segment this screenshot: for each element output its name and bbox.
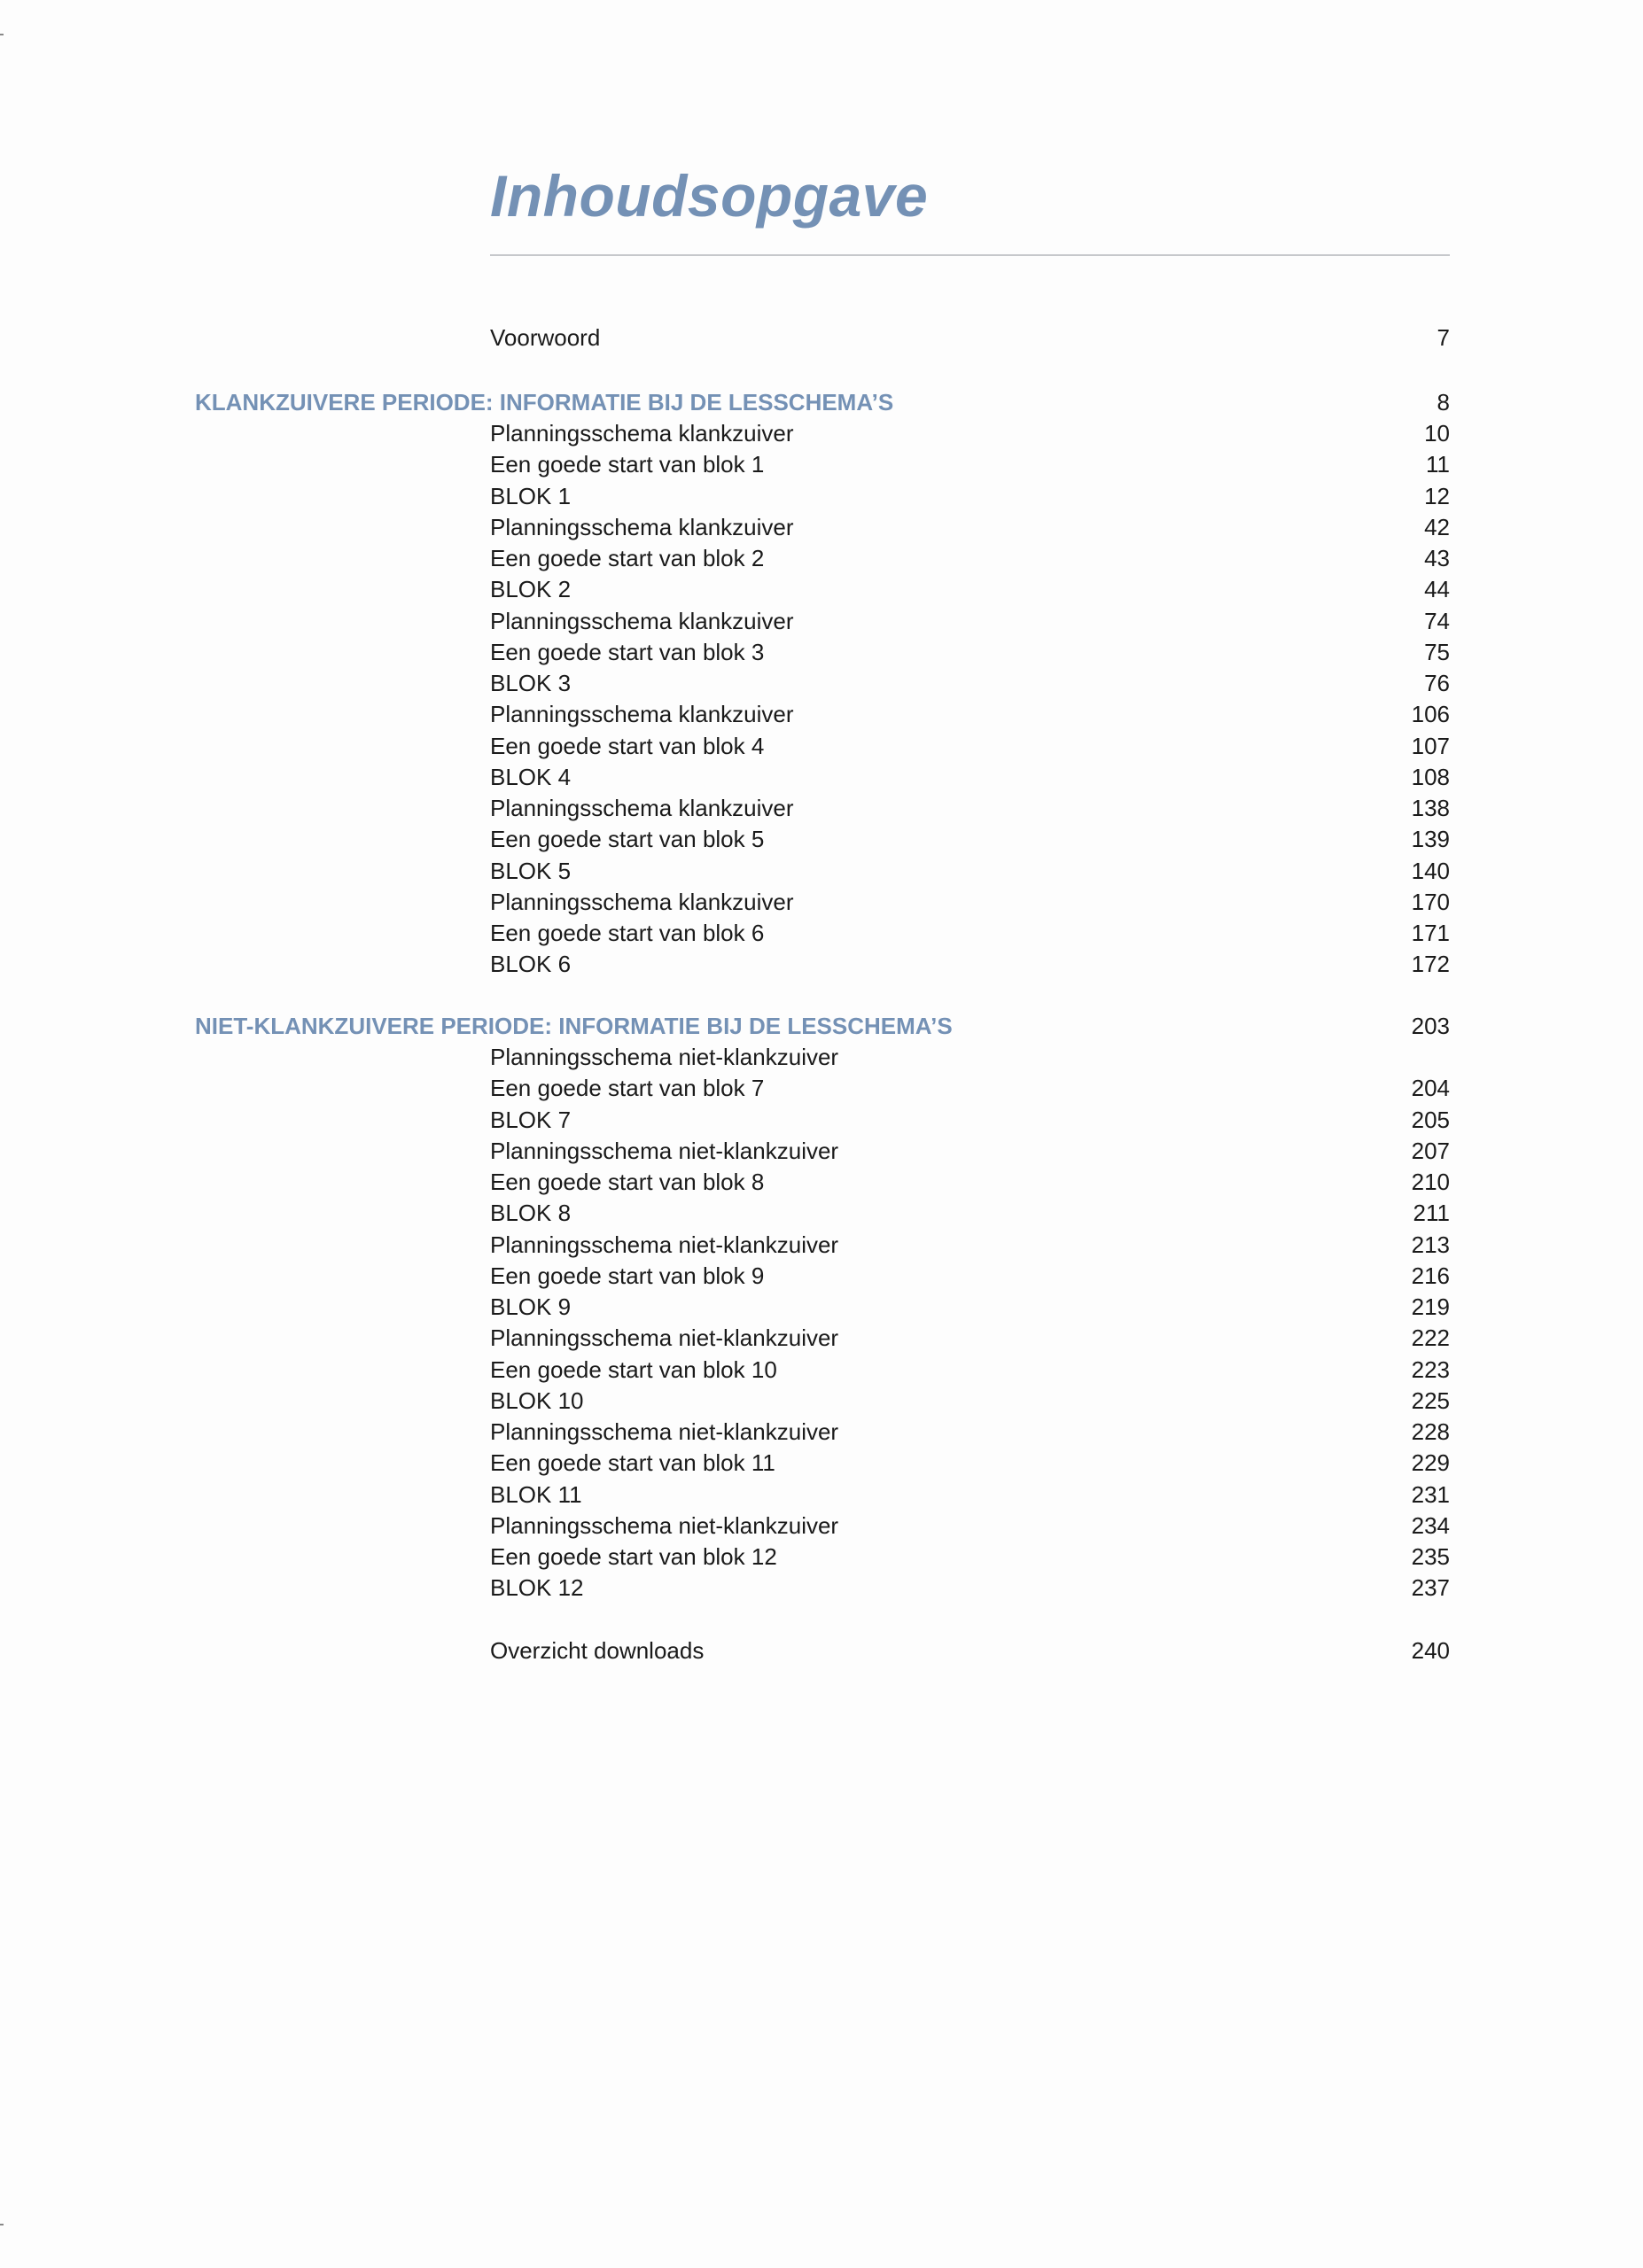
toc-entry-page: 225 bbox=[1411, 1386, 1450, 1414]
toc-entry[interactable] bbox=[0, 668, 1643, 699]
toc-entry-page: 237 bbox=[1411, 1574, 1450, 1602]
toc-entry-label: BLOK 11 bbox=[490, 1480, 582, 1508]
toc-entry-label: BLOK 1 bbox=[490, 482, 572, 509]
toc-entry-page: 235 bbox=[1411, 1543, 1450, 1570]
toc-entry-page: 234 bbox=[1411, 1511, 1450, 1539]
crop-mark bbox=[0, 2224, 4, 2225]
toc-entry[interactable] bbox=[0, 606, 1643, 637]
toc-entry-label: Overzicht downloads bbox=[490, 1637, 705, 1664]
toc-entry[interactable] bbox=[0, 481, 1643, 512]
toc-entry-page: 172 bbox=[1411, 951, 1450, 978]
toc-entry-page: 11 bbox=[1426, 451, 1450, 478]
toc-entry-page: 44 bbox=[1424, 576, 1450, 603]
section-heading-label: NIET-KLANKZUIVERE PERIODE: INFORMATIE BIJ DE LESSCHEMA’S bbox=[195, 1013, 953, 1039]
toc-entry[interactable] bbox=[0, 574, 1643, 605]
toc-entry[interactable] bbox=[0, 762, 1643, 793]
toc-entry-label: Planningsschema niet-klankzuiver bbox=[490, 1324, 839, 1352]
section-heading-page: 8 bbox=[1437, 389, 1450, 416]
toc-entry-label: Planningsschema klankzuiver bbox=[490, 607, 794, 634]
toc-entry-label: BLOK 3 bbox=[490, 670, 572, 696]
toc-section-heading-klankzuiver[interactable] bbox=[0, 387, 1643, 418]
toc-entry-label: Planningsschema klankzuiver bbox=[490, 420, 794, 447]
toc-entry-label: Een goede start van blok 4 bbox=[490, 732, 765, 759]
toc-entry[interactable] bbox=[0, 793, 1643, 824]
toc-entry[interactable] bbox=[0, 449, 1643, 480]
toc-entry[interactable] bbox=[0, 1573, 1643, 1604]
toc-entry-label: Planningsschema niet-klankzuiver bbox=[490, 1511, 839, 1539]
toc-entry-label: BLOK 9 bbox=[490, 1293, 572, 1320]
toc-entry[interactable] bbox=[0, 1198, 1643, 1229]
toc-entry-page: 222 bbox=[1411, 1324, 1450, 1352]
toc-entry-label: Planningsschema klankzuiver bbox=[490, 795, 794, 821]
toc-entry[interactable] bbox=[0, 699, 1643, 730]
toc-entry[interactable] bbox=[0, 1042, 1643, 1073]
toc-entry-page: 171 bbox=[1411, 920, 1450, 946]
toc-entry[interactable] bbox=[0, 512, 1643, 543]
toc-entry[interactable] bbox=[0, 1542, 1643, 1573]
toc-entry[interactable] bbox=[0, 856, 1643, 887]
title-divider bbox=[490, 254, 1450, 256]
toc-entry-label: Een goede start van blok 5 bbox=[490, 826, 765, 853]
toc-entry-label: BLOK 12 bbox=[490, 1574, 584, 1602]
toc-entry-page: 204 bbox=[1411, 1075, 1450, 1102]
toc-entry-page: 207 bbox=[1411, 1137, 1450, 1164]
toc-entry-page: 7 bbox=[1437, 324, 1450, 351]
toc-entry-label: Planningsschema niet-klankzuiver bbox=[490, 1231, 839, 1258]
toc-entry[interactable] bbox=[0, 887, 1643, 918]
toc-entry-label: BLOK 7 bbox=[490, 1106, 572, 1133]
toc-entry-page: 108 bbox=[1411, 763, 1450, 790]
toc-entry-label: Een goede start van blok 9 bbox=[490, 1262, 765, 1289]
toc-entry-page: 223 bbox=[1411, 1355, 1450, 1383]
toc-entry-label: BLOK 2 bbox=[490, 576, 572, 603]
toc-entry-label: Planningsschema klankzuiver bbox=[490, 888, 794, 915]
toc-entry-label: Voorwoord bbox=[490, 324, 601, 351]
toc-entry[interactable] bbox=[0, 824, 1643, 855]
toc-entry-page: 139 bbox=[1411, 826, 1450, 853]
toc-entry-page: 74 bbox=[1424, 607, 1450, 634]
toc-entry-label: BLOK 10 bbox=[490, 1386, 584, 1414]
toc-entry-page: 231 bbox=[1411, 1480, 1450, 1508]
toc-entry-label: Planningsschema niet-klankzuiver bbox=[490, 1418, 839, 1445]
toc-entry-page: 170 bbox=[1411, 888, 1450, 915]
toc-entry-label: BLOK 8 bbox=[490, 1200, 572, 1227]
toc-entry-label: Een goede start van blok 10 bbox=[490, 1355, 777, 1383]
toc-entry-page: 240 bbox=[1411, 1637, 1450, 1664]
toc-entry-label: BLOK 6 bbox=[490, 951, 572, 978]
toc-entry-page: 107 bbox=[1411, 732, 1450, 759]
toc-entry-page: 43 bbox=[1424, 545, 1450, 571]
toc-entry[interactable] bbox=[0, 418, 1643, 449]
toc-entry-overzicht-downloads[interactable] bbox=[0, 1635, 1643, 1666]
toc-entry-label: Een goede start van blok 2 bbox=[490, 545, 765, 571]
toc-entry-page: 213 bbox=[1411, 1231, 1450, 1258]
toc-entry-label: BLOK 4 bbox=[490, 763, 572, 790]
toc-entry[interactable] bbox=[0, 1417, 1643, 1448]
toc-entry[interactable] bbox=[0, 1230, 1643, 1261]
toc-entry-page: 216 bbox=[1411, 1262, 1450, 1289]
toc-entry[interactable] bbox=[0, 1292, 1643, 1323]
toc-entry[interactable] bbox=[0, 1136, 1643, 1167]
crop-mark bbox=[0, 34, 4, 35]
toc-entry-page: 211 bbox=[1413, 1200, 1450, 1227]
toc-entry-page: 75 bbox=[1424, 638, 1450, 665]
toc-entry-label: Een goede start van blok 11 bbox=[490, 1449, 775, 1477]
toc-entry-page: 229 bbox=[1411, 1449, 1450, 1477]
toc-entry[interactable] bbox=[0, 1105, 1643, 1136]
toc-section-heading-niet-klankzuiver[interactable] bbox=[0, 1011, 1643, 1042]
toc-entry[interactable] bbox=[0, 1448, 1643, 1479]
toc-entry-page: 219 bbox=[1411, 1293, 1450, 1320]
toc-entry-page: 106 bbox=[1411, 701, 1450, 728]
toc-entry[interactable] bbox=[0, 1323, 1643, 1354]
toc-entry-page: 205 bbox=[1411, 1106, 1450, 1133]
toc-entry[interactable] bbox=[0, 1511, 1643, 1542]
toc-entry-label: Een goede start van blok 3 bbox=[490, 638, 765, 665]
toc-entry-label: Planningsschema niet-klankzuiver bbox=[490, 1137, 839, 1164]
toc-entry-label: Een goede start van blok 8 bbox=[490, 1169, 765, 1195]
toc-entry[interactable] bbox=[0, 1073, 1643, 1104]
toc-entry-label: Een goede start van blok 12 bbox=[490, 1543, 777, 1570]
toc-entry-page: 210 bbox=[1411, 1169, 1450, 1195]
toc-entry[interactable] bbox=[0, 1386, 1643, 1417]
toc-entry-page: 76 bbox=[1424, 670, 1450, 696]
page-title: Inhoudsopgave bbox=[490, 163, 929, 229]
toc-entry[interactable] bbox=[0, 543, 1643, 574]
toc-entry[interactable] bbox=[0, 1261, 1643, 1292]
toc-entry-label: Een goede start van blok 7 bbox=[490, 1075, 765, 1102]
toc-entry[interactable] bbox=[0, 1167, 1643, 1198]
toc-entry[interactable] bbox=[0, 1480, 1643, 1511]
toc-entry-label: BLOK 5 bbox=[490, 857, 572, 884]
toc-entry-label: Planningsschema klankzuiver bbox=[490, 701, 794, 728]
toc-entry[interactable] bbox=[0, 918, 1643, 949]
toc-entry-page: 42 bbox=[1424, 513, 1450, 540]
toc-entry-page: 12 bbox=[1424, 482, 1450, 509]
section-heading-label: KLANKZUIVERE PERIODE: INFORMATIE BIJ DE LESSCHEMA’S bbox=[195, 389, 894, 416]
toc-entry-page: 10 bbox=[1424, 420, 1450, 447]
toc-entry-page: 140 bbox=[1411, 857, 1450, 884]
section-heading-page: 203 bbox=[1411, 1013, 1450, 1039]
toc-entry-label: Een goede start van blok 6 bbox=[490, 920, 765, 946]
toc-entry-label: Een goede start van blok 1 bbox=[490, 451, 765, 478]
toc-entry-label: Planningsschema niet-klankzuiver bbox=[490, 1044, 839, 1070]
toc-entry[interactable] bbox=[0, 637, 1643, 668]
toc-entry-voorwoord[interactable] bbox=[0, 322, 1643, 353]
toc-entry-label: Planningsschema klankzuiver bbox=[490, 513, 794, 540]
toc-entry-page: 138 bbox=[1411, 795, 1450, 821]
toc-entry[interactable] bbox=[0, 731, 1643, 762]
toc-entry-page: 228 bbox=[1411, 1418, 1450, 1445]
toc-entry[interactable] bbox=[0, 949, 1643, 980]
toc-entry[interactable] bbox=[0, 1355, 1643, 1386]
